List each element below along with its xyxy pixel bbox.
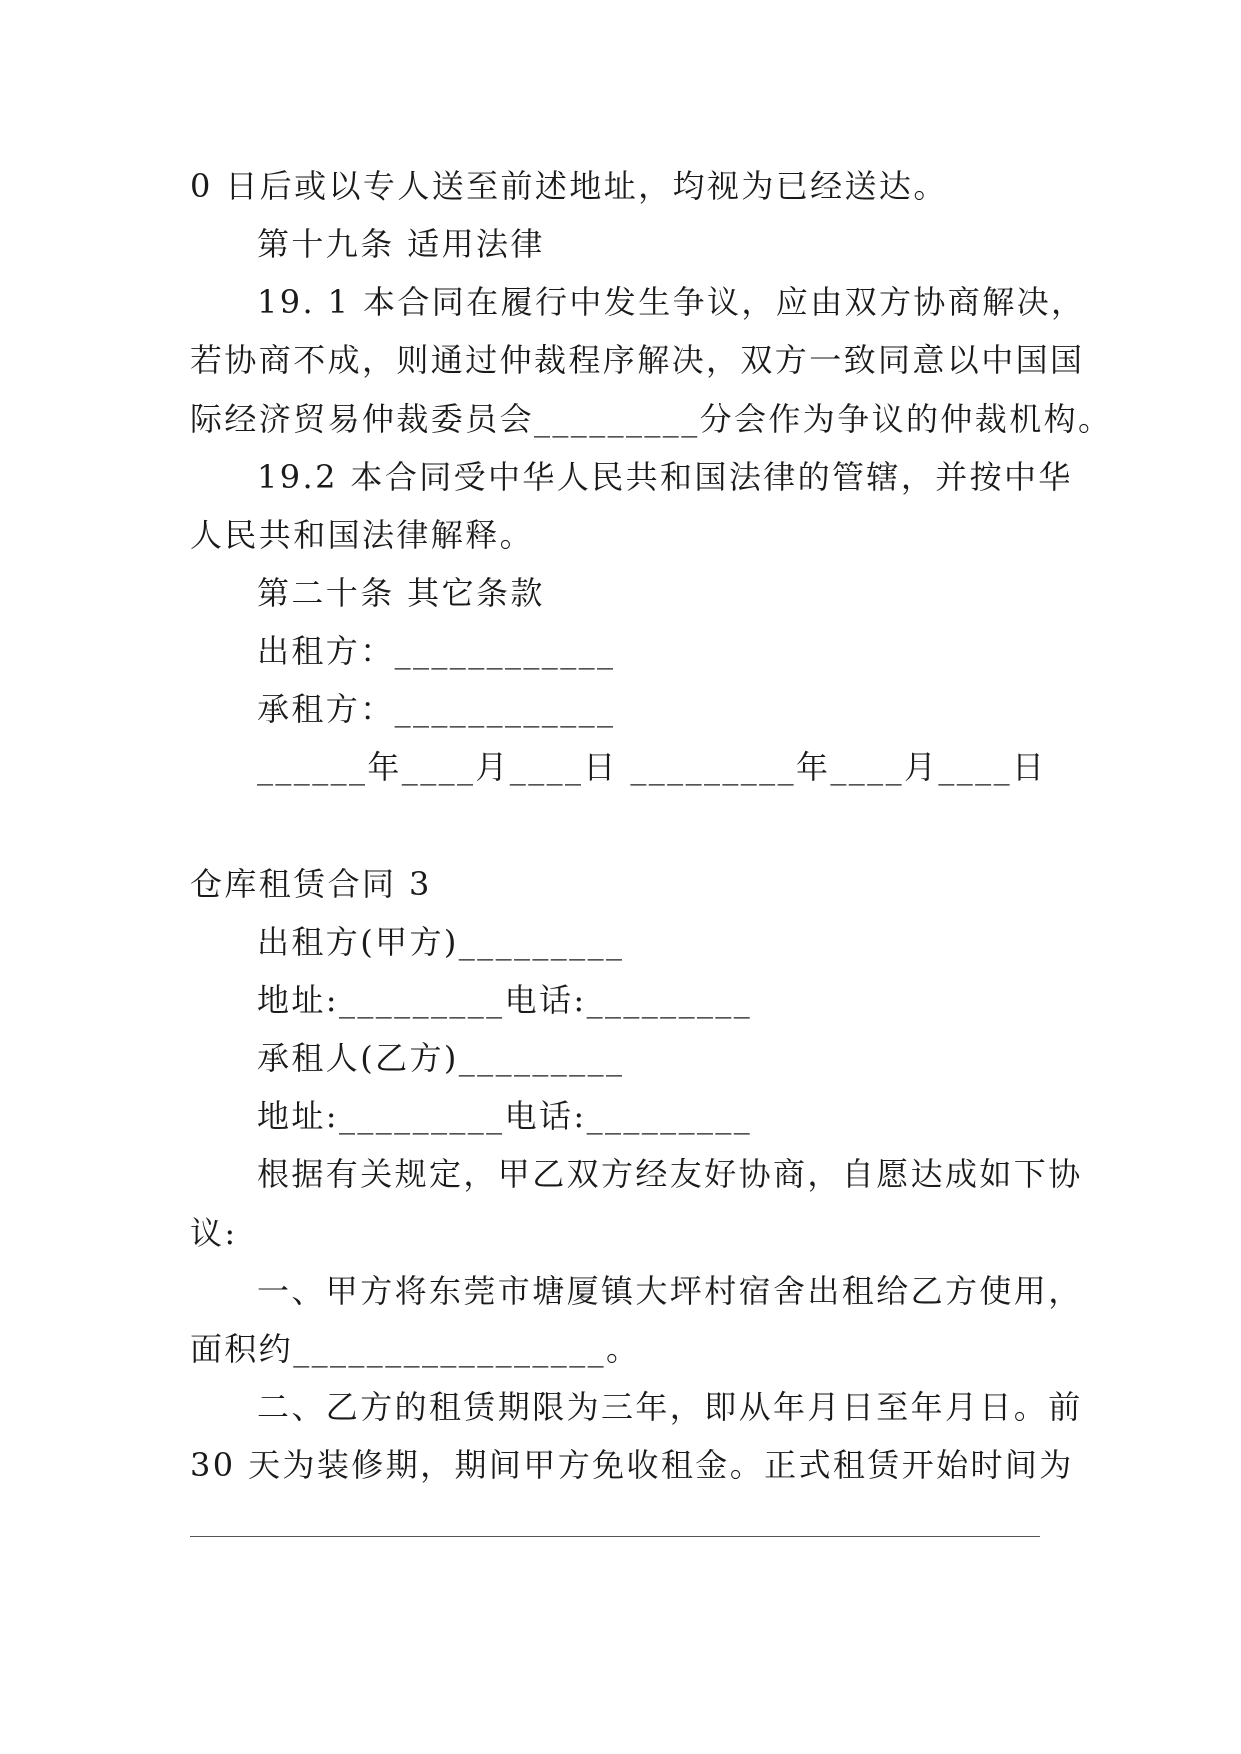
- party-b-contact-field: 地址:_________电话:_________: [257, 1097, 753, 1135]
- article-heading: 第十九条 适用法律: [257, 225, 545, 263]
- text-line: 一、甲方将东莞市塘厦镇大坪村宿舍出租给乙方使用，: [257, 1272, 1083, 1310]
- text-line: 议:: [190, 1214, 238, 1252]
- party-a-contact-field: 地址:_________电话:_________: [257, 981, 753, 1019]
- text-line: 际经济贸易仲裁委员会_________分会作为争议的仲裁机构。: [190, 400, 1113, 438]
- text-line: 二、乙方的租赁期限为三年，即从年月日至年月日。前: [257, 1388, 1083, 1426]
- text-line: 0 日后或以专人送至前述地址，均视为已经送达。: [190, 167, 948, 205]
- footer-divider: [190, 1536, 1040, 1537]
- text-line: 根据有关规定，甲乙双方经友好协商，自愿达成如下协: [257, 1155, 1083, 1193]
- article-heading: 第二十条 其它条款: [257, 574, 545, 612]
- text-line: 19. 1 本合同在履行中发生争议，应由双方协商解决，: [257, 283, 1086, 321]
- lessor-signature-field: 出租方：____________: [257, 632, 616, 670]
- text-line: 人民共和国法律解释。: [190, 516, 535, 554]
- text-line: 若协商不成，则通过仲裁程序解决，双方一致同意以中国国: [190, 341, 1085, 379]
- section-title: 仓库租赁合同 3: [190, 865, 432, 903]
- party-b-field: 承租人(乙方)_________: [257, 1039, 625, 1077]
- text-line: 面积约_________________。: [190, 1330, 641, 1368]
- party-a-field: 出租方(甲方)_________: [257, 923, 625, 961]
- text-line: 30 天为装修期，期间甲方免收租金。正式租赁开始时间为: [190, 1446, 1074, 1484]
- text-line: 19.2 本合同受中华人民共和国法律的管辖，并按中华: [257, 458, 1073, 496]
- date-fields: ______年____月____日 _________年____月____日: [257, 748, 1047, 786]
- lessee-signature-field: 承租方：____________: [257, 690, 616, 728]
